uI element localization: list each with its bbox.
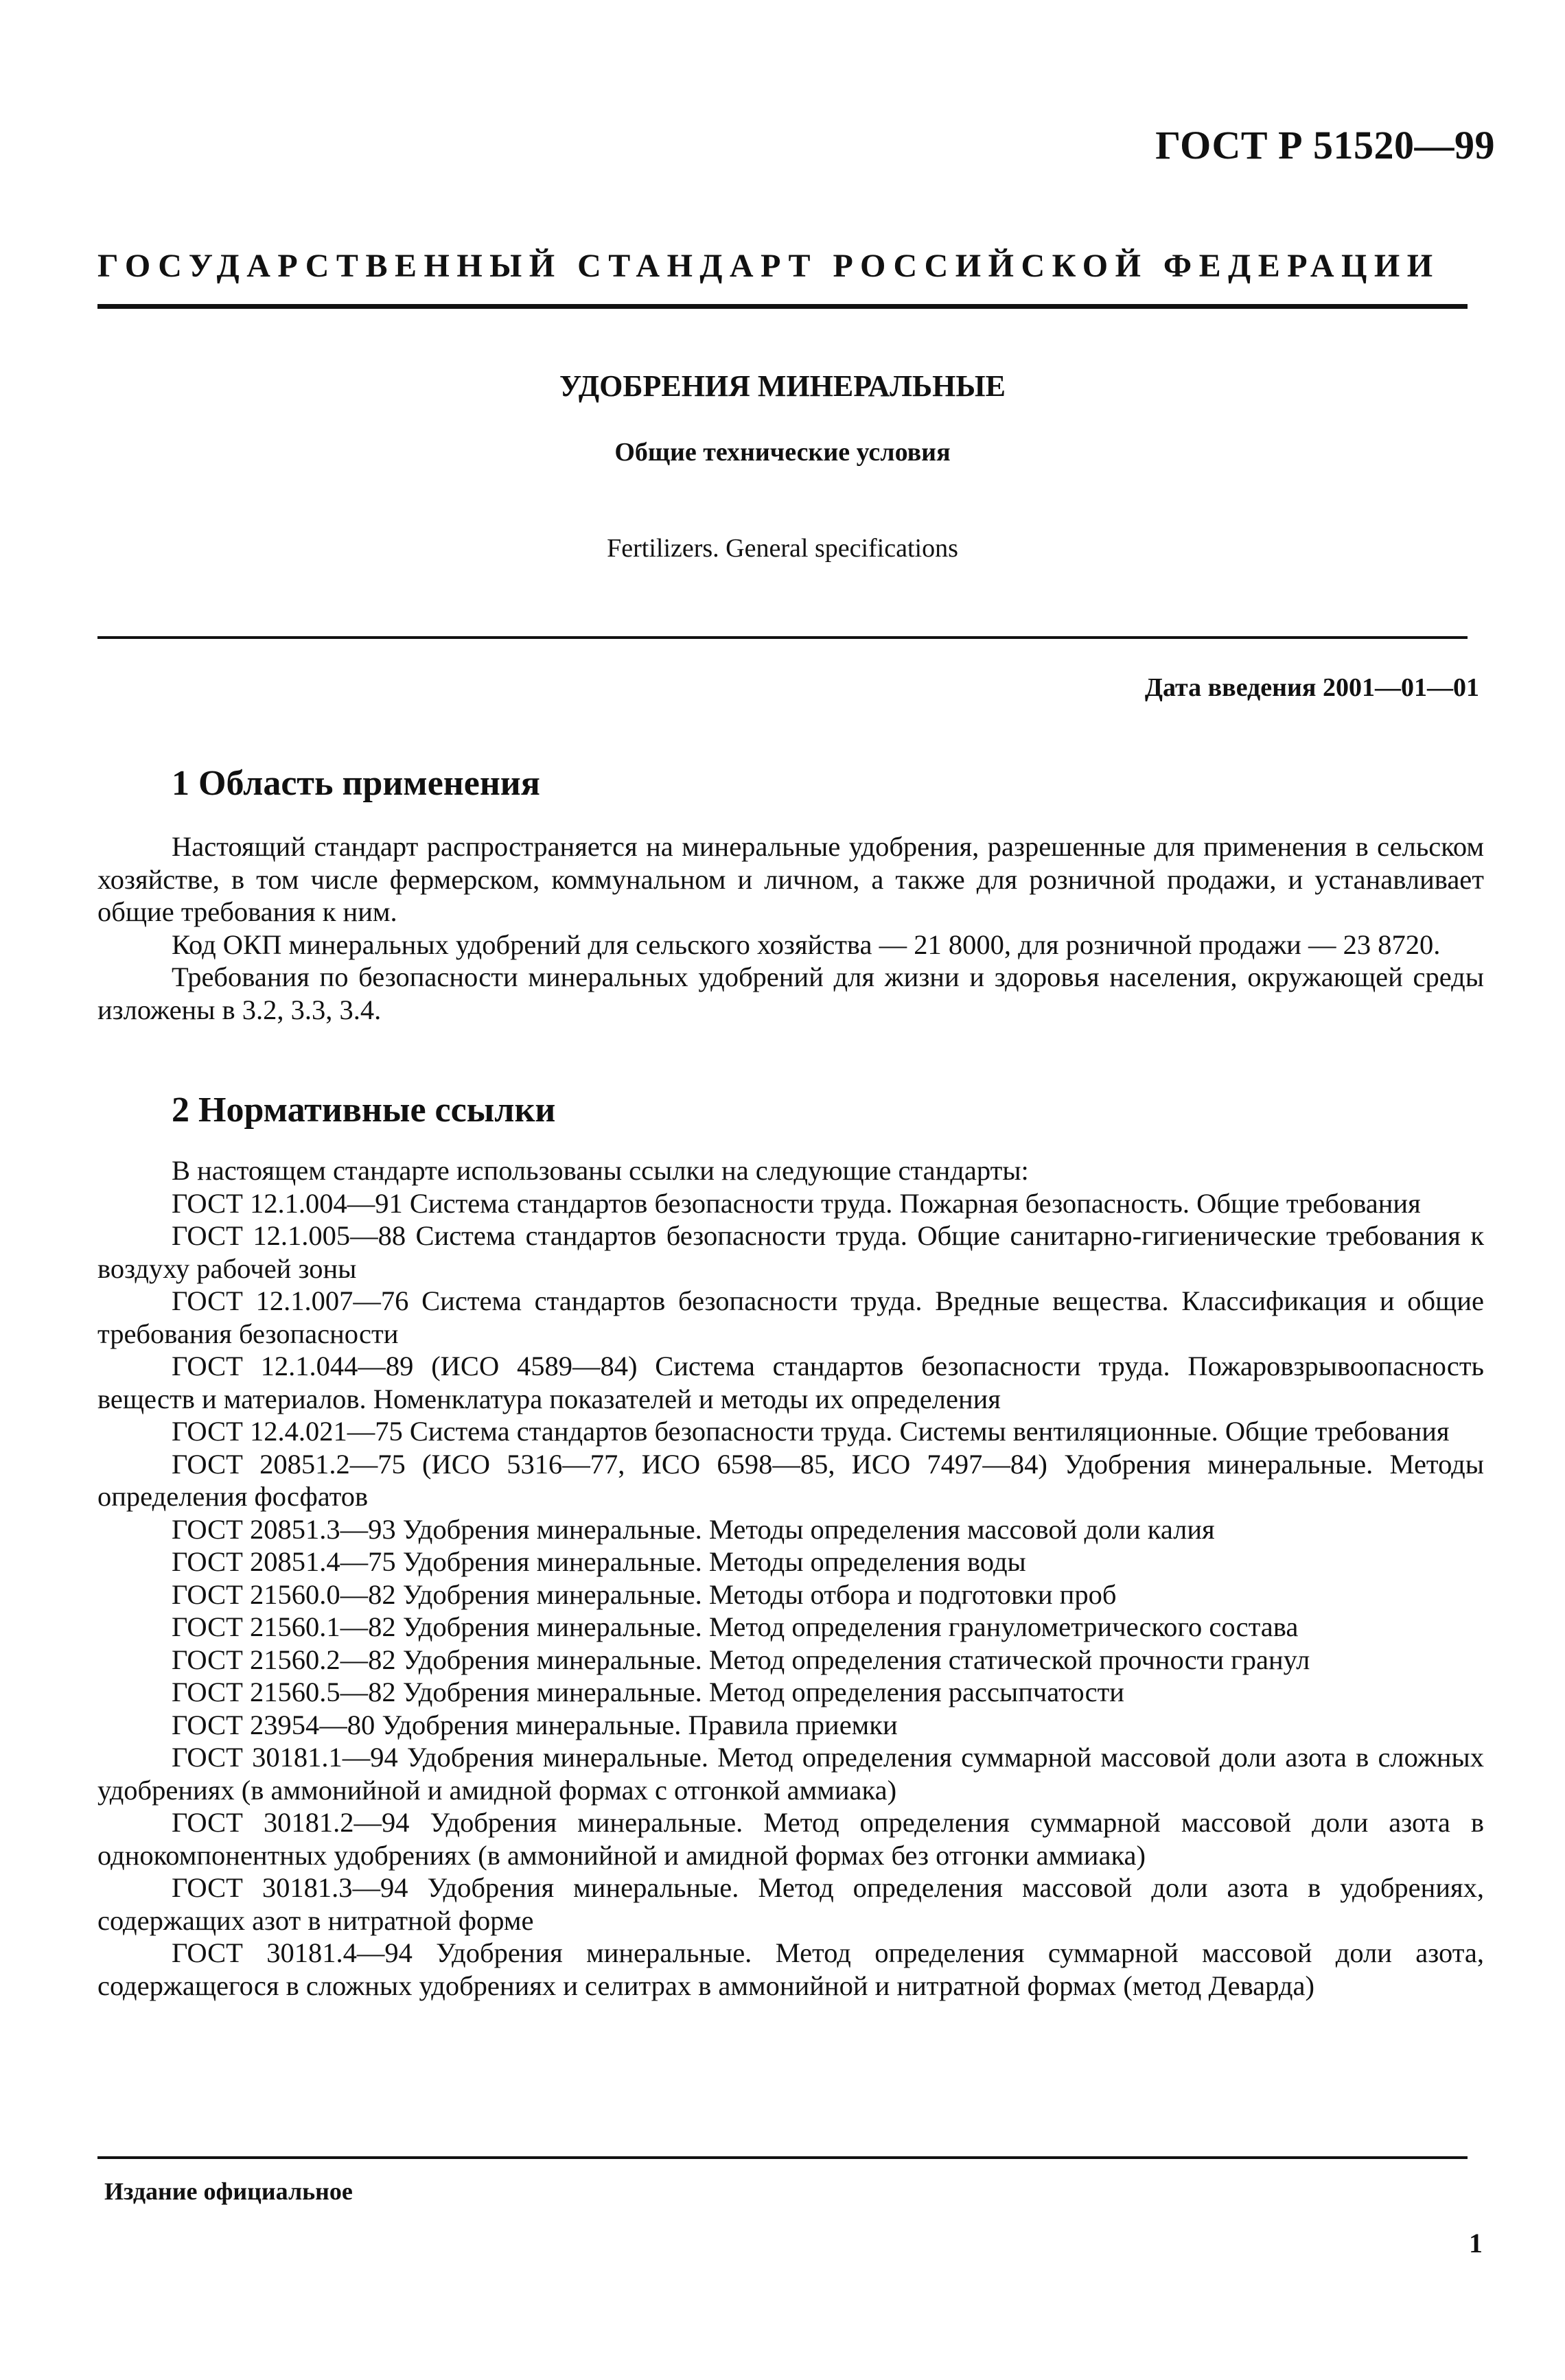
document-title-english: Fertilizers. General specifications [607,534,958,563]
reference-item: ГОСТ 21560.1—82 Удобрения минеральные. Метод определения гранулометрического состава [172,1611,1299,1642]
section-1-body [97,830,1484,1026]
document-subtitle: Общие технические условия [614,438,951,467]
paragraph: В настоящем стандарте использованы ссылки на следующие стандарты: [172,1155,1029,1186]
paragraph: Требования по безопасности минеральных удобрений для жизни и здоровья населения, окружающей среды изложены в 3.2, 3.3, 3.4. [97,961,1484,1025]
section-2-heading: 2 Нормативные ссылки [172,1090,556,1130]
reference-item: ГОСТ 30181.2—94 Удобрения минеральные. Метод определения суммарной массовой доли азота в однокомпонентных удобрениях (в аммонийной и амидной формах без отгонки аммиака) [97,1807,1484,1871]
reference-item: ГОСТ 23954—80 Удобрения минеральные. Правила приемки [172,1709,898,1740]
page-number: 1 [1469,2228,1483,2259]
reference-item: ГОСТ 12.1.004—91 Система стандартов безопасности труда. Пожарная безопасность. Общие требования [172,1187,1421,1219]
section-1-heading: 1 Область применения [172,764,540,803]
reference-item: ГОСТ 21560.2—82 Удобрения минеральные. Метод определения статической прочности гранул [172,1644,1310,1675]
header-divider [97,304,1468,309]
reference-item: ГОСТ 30181.4—94 Удобрения минеральные. Метод определения суммарной массовой доли азота, содержащегося в сложных удобрениях и селитрах в аммонийной и нитратной формах (метод Деварда) [97,1937,1484,2001]
reference-item: ГОСТ 12.1.007—76 Система стандартов безопасности труда. Вредные вещества. Классификация и общие требования безопасности [97,1285,1484,1349]
section-2-body [97,1154,1484,2002]
reference-item: ГОСТ 30181.1—94 Удобрения минеральные. Метод определения суммарной массовой доли азота в сложных удобрениях (в аммонийной и амидной формах с отгонкой аммиака) [97,1742,1484,1806]
reference-item: ГОСТ 12.4.021—75 Система стандартов безопасности труда. Системы вентиляционные. Общие требования [172,1416,1450,1447]
paragraph: Настоящий стандарт распространяется на минеральные удобрения, разрешенные для применения в сельском хозяйстве, в том числе фермерском, коммунальном и личном, а также для розничной продажи, и устанавливает общие требования к ним. [97,831,1484,927]
footer-divider [97,2156,1468,2159]
introduction-date: Дата введения 2001—01—01 [1144,673,1479,702]
edition-label: Издание официальное [104,2178,353,2205]
doc-number: ГОСТ Р 51520—99 [1155,123,1495,167]
reference-item: ГОСТ 12.1.044—89 (ИСО 4589—84) Система стандартов безопасности труда. Пожаровзрывоопасность веществ и материалов. Номенклатура показателей и методы их определения [97,1351,1484,1414]
reference-item: ГОСТ 20851.3—93 Удобрения минеральные. Методы определения массовой доли калия [172,1513,1215,1545]
reference-item: ГОСТ 20851.2—75 (ИСО 5316—77, ИСО 6598—85, ИСО 7497—84) Удобрения минеральные. Методы определения фосфатов [97,1448,1484,1512]
reference-item: ГОСТ 20851.4—75 Удобрения минеральные. Методы определения воды [172,1546,1026,1577]
reference-item: ГОСТ 21560.0—82 Удобрения минеральные. Методы отбора и подготовки проб [172,1578,1117,1610]
reference-item: ГОСТ 12.1.005—88 Система стандартов безопасности труда. Общие санитарно-гигиенические требования к воздуху рабочей зоны [97,1220,1484,1284]
reference-item: ГОСТ 30181.3—94 Удобрения минеральные. Метод определения массовой доли азота в удобрениях, содержащих азот в нитратной форме [97,1872,1484,1936]
title-divider [97,636,1468,639]
state-standard-banner: ГОСУДАРСТВЕННЫЙ СТАНДАРТ РОССИЙСКОЙ ФЕДЕРАЦИИ [97,248,1440,284]
document-title: УДОБРЕНИЯ МИНЕРАЛЬНЫЕ [559,369,1006,403]
reference-item: ГОСТ 21560.5—82 Удобрения минеральные. Метод определения рассыпчатости [172,1677,1124,1707]
paragraph: Код ОКП минеральных удобрений для сельского хозяйства — 21 8000, для розничной продажи — 23 8720. [172,929,1441,960]
